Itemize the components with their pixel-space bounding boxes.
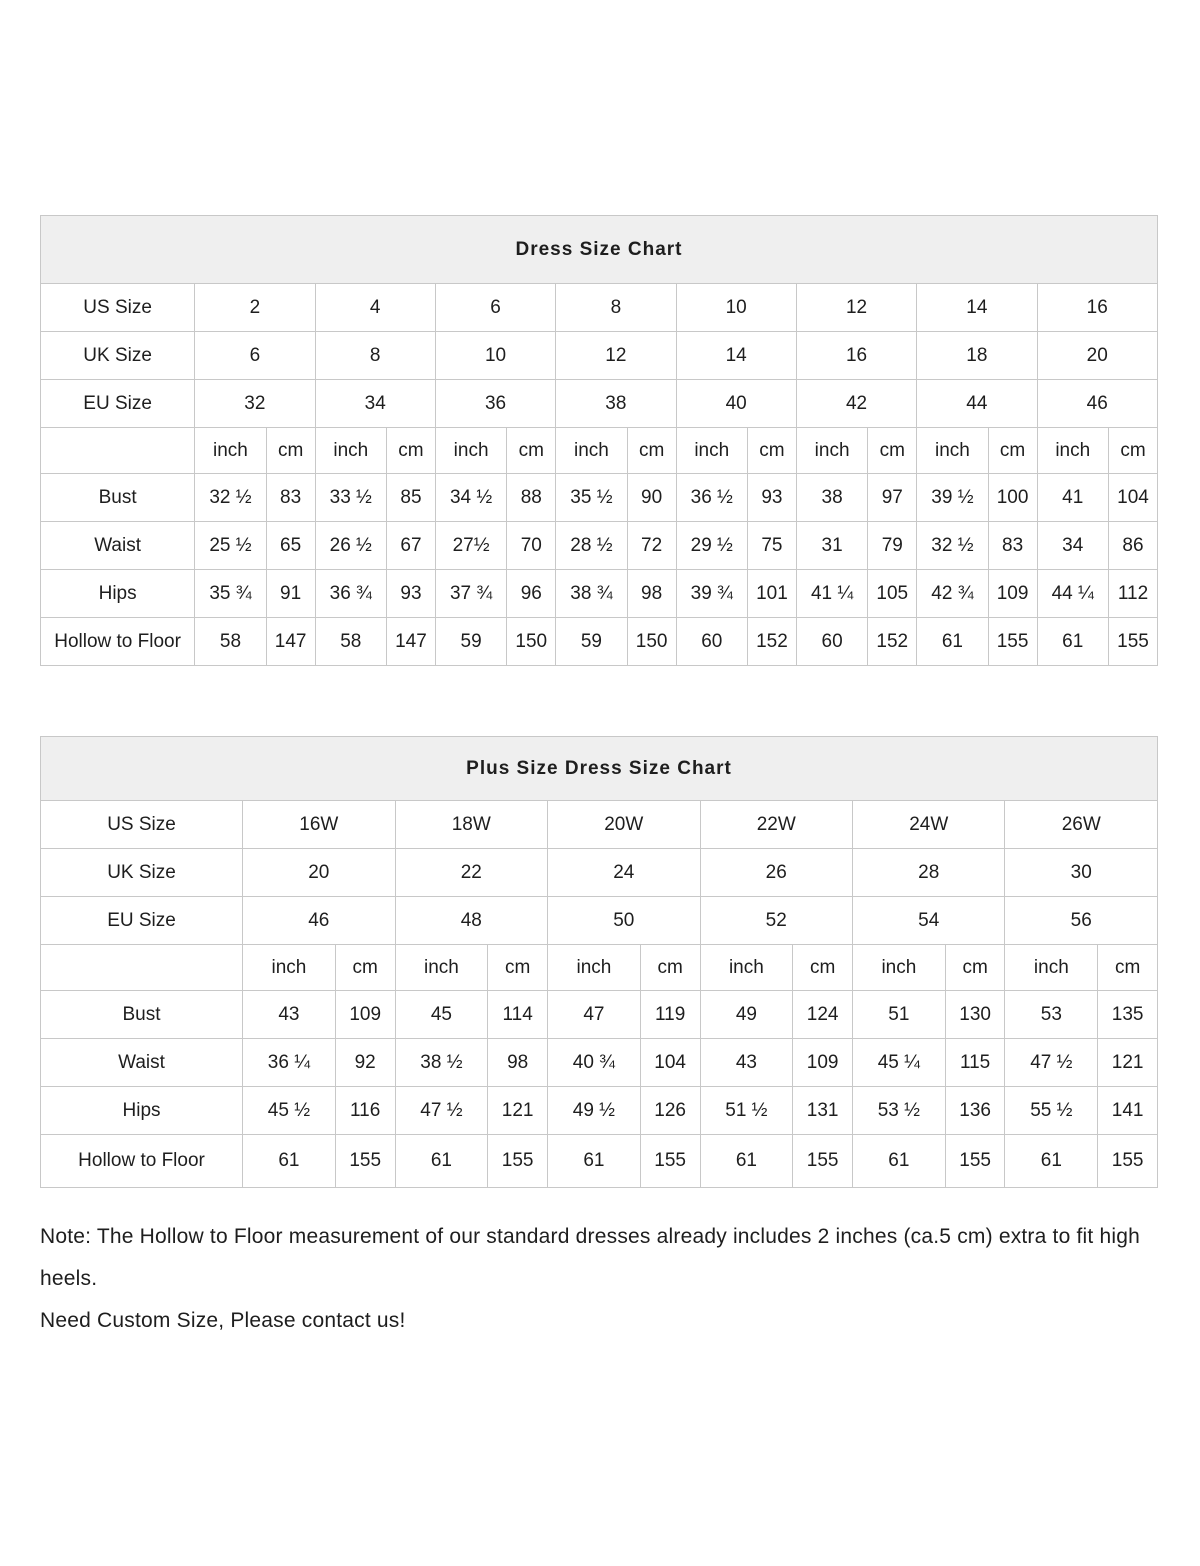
inch-value: 61 [548,1135,641,1188]
cm-value: 155 [488,1135,548,1188]
unit-label-inch: inch [315,428,387,474]
unit-label-cm: cm [387,428,436,474]
inch-value: 45 [395,991,488,1039]
unit-label-cm: cm [507,428,556,474]
size-value: 40 [676,380,796,428]
inch-value: 61 [1037,618,1109,666]
inch-value: 61 [917,618,989,666]
inch-value: 25 ½ [195,522,267,570]
inch-value: 38 ¾ [556,570,628,618]
unit-label-cm: cm [488,945,548,991]
unit-label-cm: cm [793,945,853,991]
inch-value: 40 ¾ [548,1039,641,1087]
size-value: 44 [917,380,1037,428]
unit-label-cm: cm [640,945,700,991]
size-value: 46 [1037,380,1158,428]
row-label: Bust [41,991,243,1039]
inch-value: 43 [243,991,336,1039]
row-label: US Size [41,801,243,849]
cm-value: 131 [793,1087,853,1135]
chart-gap [40,666,1160,736]
inch-value: 29 ½ [676,522,748,570]
size-value: 4 [315,284,435,332]
inch-value: 39 ¾ [676,570,748,618]
cm-value: 155 [1098,1135,1158,1188]
unit-label-inch: inch [1005,945,1098,991]
inch-value: 36 ½ [676,474,748,522]
cm-value: 112 [1109,570,1158,618]
size-value: 26W [1005,801,1158,849]
inch-value: 61 [395,1135,488,1188]
inch-value: 59 [435,618,507,666]
inch-value: 32 ½ [917,522,989,570]
inch-value: 61 [852,1135,945,1188]
inch-value: 61 [243,1135,336,1188]
cm-value: 67 [387,522,436,570]
unit-label-cm: cm [1109,428,1158,474]
cm-value: 104 [1109,474,1158,522]
inch-value: 38 [796,474,868,522]
cm-value: 152 [868,618,917,666]
size-value: 8 [556,284,676,332]
size-value: 12 [796,284,916,332]
size-value: 6 [195,332,315,380]
row-label: EU Size [41,897,243,945]
inch-value: 60 [676,618,748,666]
inch-value: 61 [1005,1135,1098,1188]
row-label: UK Size [41,849,243,897]
unit-label-cm: cm [945,945,1005,991]
cm-value: 86 [1109,522,1158,570]
note-block [40,1216,1160,1342]
cm-value: 72 [627,522,676,570]
unit-label-inch: inch [395,945,488,991]
inch-value: 32 ½ [195,474,267,522]
size-value: 42 [796,380,916,428]
cm-value: 83 [266,474,315,522]
cm-value: 96 [507,570,556,618]
inch-value: 60 [796,618,868,666]
inch-value: 61 [700,1135,793,1188]
size-value: 34 [315,380,435,428]
cm-value: 155 [335,1135,395,1188]
size-value: 38 [556,380,676,428]
inch-value: 47 [548,991,641,1039]
size-value: 16 [1037,284,1158,332]
cm-value: 98 [627,570,676,618]
unit-label-cm: cm [335,945,395,991]
size-value: 14 [917,284,1037,332]
cm-value: 135 [1098,991,1158,1039]
size-value: 26 [700,849,852,897]
size-value: 6 [435,284,555,332]
inch-value: 47 ½ [1005,1039,1098,1087]
size-value: 2 [195,284,315,332]
size-value: 32 [195,380,315,428]
inch-value: 43 [700,1039,793,1087]
cm-value: 152 [748,618,797,666]
inch-value: 44 ¼ [1037,570,1109,618]
inch-value: 35 ½ [556,474,628,522]
cm-value: 85 [387,474,436,522]
standard-size-chart-table [40,215,1158,666]
inch-value: 53 ½ [852,1087,945,1135]
cm-value: 93 [748,474,797,522]
row-label: Bust [41,474,195,522]
unit-label-cm: cm [627,428,676,474]
size-value: 22W [700,801,852,849]
cm-value: 155 [1109,618,1158,666]
inch-value: 34 [1037,522,1109,570]
inch-value: 36 ¼ [243,1039,336,1087]
unit-label-inch: inch [556,428,628,474]
inch-value: 49 ½ [548,1087,641,1135]
inch-value: 59 [556,618,628,666]
inch-value: 51 ½ [700,1087,793,1135]
cm-value: 136 [945,1087,1005,1135]
cm-value: 150 [507,618,556,666]
cm-value: 98 [488,1039,548,1087]
size-value: 18W [395,801,547,849]
size-value: 20W [548,801,700,849]
unit-label-inch: inch [243,945,336,991]
unit-label-inch: inch [700,945,793,991]
inch-value: 47 ½ [395,1087,488,1135]
plus-size-chart-table [40,736,1158,1188]
size-value: 10 [676,284,796,332]
size-value: 16 [796,332,916,380]
row-label: UK Size [41,332,195,380]
inch-value: 34 ½ [435,474,507,522]
cm-value: 91 [266,570,315,618]
cm-value: 147 [266,618,315,666]
unit-row-spacer [41,945,243,991]
unit-row-spacer [41,428,195,474]
unit-label-cm: cm [748,428,797,474]
row-label: US Size [41,284,195,332]
size-value: 18 [917,332,1037,380]
unit-label-inch: inch [852,945,945,991]
cm-value: 83 [988,522,1037,570]
inch-value: 36 ¾ [315,570,387,618]
unit-label-inch: inch [1037,428,1109,474]
cm-value: 121 [1098,1039,1158,1087]
size-value: 24W [852,801,1004,849]
cm-value: 88 [507,474,556,522]
inch-value: 58 [195,618,267,666]
row-label: Hollow to Floor [41,618,195,666]
cm-value: 155 [793,1135,853,1188]
size-value: 46 [243,897,395,945]
size-value: 24 [548,849,700,897]
unit-label-inch: inch [195,428,267,474]
cm-value: 105 [868,570,917,618]
size-value: 36 [435,380,555,428]
unit-label-inch: inch [435,428,507,474]
size-value: 20 [1037,332,1158,380]
cm-value: 119 [640,991,700,1039]
inch-value: 39 ½ [917,474,989,522]
row-label: Waist [41,522,195,570]
inch-value: 37 ¾ [435,570,507,618]
inch-value: 53 [1005,991,1098,1039]
cm-value: 147 [387,618,436,666]
inch-value: 41 ¼ [796,570,868,618]
size-value: 50 [548,897,700,945]
inch-value: 45 ½ [243,1087,336,1135]
cm-value: 92 [335,1039,395,1087]
size-value: 8 [315,332,435,380]
cm-value: 79 [868,522,917,570]
cm-value: 70 [507,522,556,570]
row-label: Hips [41,1087,243,1135]
unit-label-inch: inch [917,428,989,474]
cm-value: 155 [640,1135,700,1188]
size-value: 52 [700,897,852,945]
inch-value: 51 [852,991,945,1039]
inch-value: 55 ½ [1005,1087,1098,1135]
inch-value: 33 ½ [315,474,387,522]
cm-value: 75 [748,522,797,570]
size-value: 22 [395,849,547,897]
size-value: 16W [243,801,395,849]
custom-size-text: Need Custom Size, Please contact us! [40,1309,406,1332]
inch-value: 58 [315,618,387,666]
cm-value: 65 [266,522,315,570]
inch-value: 41 [1037,474,1109,522]
cm-value: 109 [793,1039,853,1087]
inch-value: 27½ [435,522,507,570]
cm-value: 109 [988,570,1037,618]
cm-value: 116 [335,1087,395,1135]
cm-value: 100 [988,474,1037,522]
cm-value: 109 [335,991,395,1039]
inch-value: 26 ½ [315,522,387,570]
inch-value: 45 ¼ [852,1039,945,1087]
cm-value: 114 [488,991,548,1039]
chart-title: Plus Size Dress Size Chart [41,737,1158,801]
cm-value: 101 [748,570,797,618]
unit-label-cm: cm [266,428,315,474]
unit-label-cm: cm [988,428,1037,474]
inch-value: 31 [796,522,868,570]
size-value: 14 [676,332,796,380]
size-value: 54 [852,897,1004,945]
size-value: 30 [1005,849,1158,897]
row-label: EU Size [41,380,195,428]
cm-value: 90 [627,474,676,522]
cm-value: 126 [640,1087,700,1135]
unit-label-inch: inch [548,945,641,991]
cm-value: 155 [945,1135,1005,1188]
inch-value: 49 [700,991,793,1039]
row-label: Waist [41,1039,243,1087]
cm-value: 124 [793,991,853,1039]
size-value: 28 [852,849,1004,897]
cm-value: 141 [1098,1087,1158,1135]
unit-label-cm: cm [1098,945,1158,991]
note-text: Note: The Hollow to Floor measurement of our standard dresses already includes 2 inches (ca.5 cm) extra to fit high heels. [40,1225,1140,1290]
row-label: Hollow to Floor [41,1135,243,1188]
cm-value: 121 [488,1087,548,1135]
chart-title: Dress Size Chart [41,216,1158,284]
cm-value: 130 [945,991,1005,1039]
row-label: Hips [41,570,195,618]
cm-value: 150 [627,618,676,666]
unit-label-inch: inch [676,428,748,474]
size-value: 56 [1005,897,1158,945]
inch-value: 42 ¾ [917,570,989,618]
unit-label-inch: inch [796,428,868,474]
cm-value: 155 [988,618,1037,666]
cm-value: 115 [945,1039,1005,1087]
size-value: 10 [435,332,555,380]
size-value: 48 [395,897,547,945]
cm-value: 97 [868,474,917,522]
size-value: 12 [556,332,676,380]
cm-value: 104 [640,1039,700,1087]
inch-value: 28 ½ [556,522,628,570]
inch-value: 35 ¾ [195,570,267,618]
inch-value: 38 ½ [395,1039,488,1087]
cm-value: 93 [387,570,436,618]
size-value: 20 [243,849,395,897]
unit-label-cm: cm [868,428,917,474]
